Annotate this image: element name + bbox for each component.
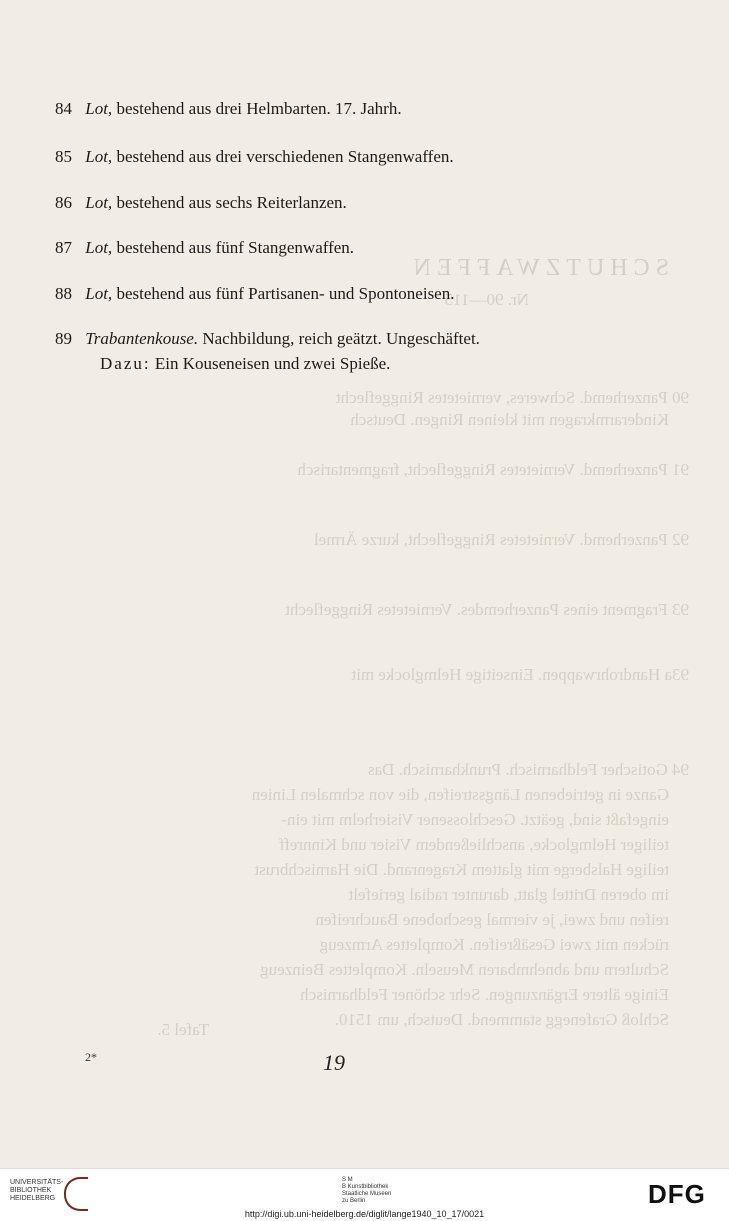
lot-description: bestehend aus sechs Reiterlanzen. xyxy=(116,193,347,212)
lot-description: Nachbildung, reich geätzt. Ungeschäftet. xyxy=(202,329,480,348)
lot-description: bestehend aus fünf Stangenwaffen. xyxy=(116,238,355,257)
dazu-line xyxy=(100,354,390,374)
lot-title: Trabantenkouse. xyxy=(85,329,199,348)
lot-number: 85 xyxy=(55,147,72,166)
lot-number: 86 xyxy=(55,193,72,212)
lot-title: Lot, xyxy=(85,284,113,303)
lot-number: 89 xyxy=(55,329,72,348)
lot-title: Lot, xyxy=(85,238,113,257)
source-url-link[interactable]: http://digi.ub.uni-heidelberg.de/diglit/lange1940_10_17/0021 xyxy=(244,1209,485,1219)
lot-entry xyxy=(55,147,454,167)
page-number: 19 xyxy=(323,1050,345,1075)
signature-mark: 2* xyxy=(85,1050,97,1064)
dazu-text: Ein Kouseneisen und zwei Spieße. xyxy=(154,354,391,373)
lot-description: bestehend aus fünf Partisanen- und Spontoneisen. xyxy=(116,284,455,303)
lot-number: 87 xyxy=(55,238,72,257)
lot-title: Lot, xyxy=(85,193,113,212)
dfg-logo: DFG xyxy=(648,1179,706,1209)
lot-title: Lot, xyxy=(85,99,113,118)
lot-description: bestehend aus drei verschiedenen Stangenwaffen. xyxy=(116,147,454,166)
lot-number: 84 xyxy=(55,99,72,118)
lot-entry xyxy=(55,284,454,304)
show-through-text: SCHUTZWAFFEN Nr. 90—115 90 Panzerhemd. Schweres, vernietetes Ringgeflecht Kinderarmkragen mit kleinen Ringen. Deutsch 91 Panzerhemd. Vernietetes Ringgeflecht, fragmentarisch 92 Panzerhemd. Vernietetes Ringgeflecht, kurze Ärmel 93 Fragment eines Panzerhemdes. Vernietetes Ringgeflecht 93a Handrohrwappen. Einseitige Helmglocke mit 94 Gotischer Feldharnisch. Prunkharnisch. Das Ganze in getriebenen Längsstreifen, die von schmalen Linien eingefaßt sind, geätzt. Geschlossener Visierhelm mit ein- teiliger Helmglocke, anschließendem Visier und Kinnreff teilige Halsberge mit glattem Kragenrand. Die Harnischbrust im oberen Drittel glatt, darunter radial geriefelt reifen und zwei, je viermal geschobene Bauchreifen rücken mit zwei Gesäßreifen. Komplettes Armzeug Schultern und abnehmbaren Meuseln. Komplettes Beinzeug Einige ältere Ergänzungen. Sehr schöner Feldharnisch Schloß Grafenegg stammend. Deutsch, um 1510. Tafel 5. xyxy=(157,255,689,1039)
ub-heidelberg-label: UNIVERSITÄTS- BIBLIOTHEK HEIDELBERG xyxy=(10,1179,64,1202)
lot-entry xyxy=(55,193,347,213)
lot-entry xyxy=(55,99,402,119)
lot-number: 88 xyxy=(55,284,72,303)
ub-logo-icon xyxy=(64,1177,88,1211)
lot-description: bestehend aus drei Helmbarten. 17. Jahrh. xyxy=(116,99,402,118)
lot-entry xyxy=(55,238,354,258)
digitization-footer xyxy=(0,1168,729,1221)
dazu-label: Dazu: xyxy=(100,354,151,373)
lot-entry xyxy=(55,329,480,349)
lot-title: Lot, xyxy=(85,147,113,166)
smb-kunstbibliothek-label: S M B Kunstbibliothek Staatliche Museen zu Berlin xyxy=(342,1177,392,1204)
